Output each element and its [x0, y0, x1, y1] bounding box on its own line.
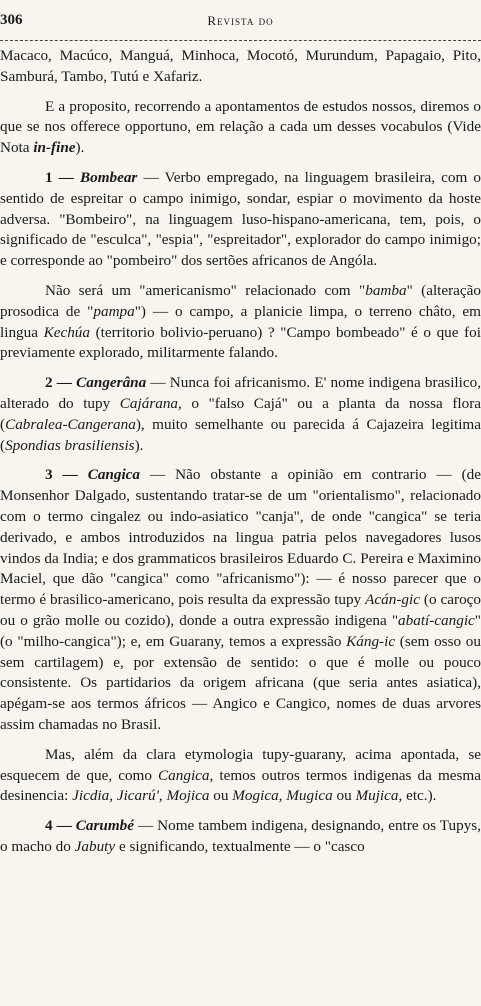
styled-run: Káng-ic: [346, 632, 396, 650]
styled-run: Jabuty: [74, 837, 116, 855]
text-run: , o "falso Cajá" ou a planta da nossa flora (: [0, 394, 481, 433]
text-run: , temos outros termos indigenas da mesma desinencia:: [0, 766, 481, 805]
text-run: ou: [209, 787, 233, 805]
paragraph-word-list: [0, 46, 481, 88]
entry-cangerana: [0, 373, 481, 456]
text-run: " (alteração prosodica de ": [0, 281, 481, 320]
styled-run: 3 —: [45, 466, 88, 484]
paragraph-bamba: [0, 281, 481, 364]
styled-run: Cangica: [87, 466, 141, 484]
styled-run: pampa: [93, 302, 135, 320]
styled-run: Cangica: [158, 766, 210, 784]
entry-bombear: [0, 168, 481, 272]
text-run: e significando, textualmente — o "casco: [115, 837, 365, 855]
text-run: ou: [332, 787, 356, 805]
entry-cangica: [0, 465, 481, 735]
styled-run: Cajárana: [119, 394, 179, 412]
text-run: (sem osso ou sem cartilagem) e, por extensão de sentido: o que é molle ou pouco consistente. Os partidarios da origem africana (que seria antes asiatica), apégam-se aos termos áfricos — Angico e Cangico, nomes de duas arvores assim chamadas no Brasil.: [0, 632, 481, 733]
header-rule: [0, 40, 481, 41]
paragraph-intro: [0, 97, 481, 159]
paragraph-etymology: [0, 745, 481, 807]
text-run: (territorio bolivio-peruano) ? "Campo bombeado" é o que foi previamente explorado, militarmente falando.: [0, 323, 481, 362]
text-run: — Verbo empregado, na linguagem brasileira, com o sentido de espreitar o campo inimigo, sondar, espiar o movimento da hoste adversa. "Bombeiro", na linguagem luso-hispano-americana, tem, pois, o significado de "esculca", "espia", "espreitador", explorador do campo inimigo; e corresponde ao "pombeiro" dos sertões africanos de Angóla.: [0, 168, 481, 270]
styled-run: 2 —: [45, 374, 77, 392]
text-run: , etc.).: [398, 787, 437, 805]
styled-run: Spondias brasiliensis: [5, 436, 135, 454]
styled-run: Kechúa: [43, 323, 90, 341]
text-run: Mas, além da clara etymologia tupy-guarany, acima apontada, se esquecem de que, como: [0, 745, 481, 784]
styled-run: Mogica, Mugica: [232, 787, 333, 805]
text-run: Não será um "americanismo" relacionado com ": [45, 281, 366, 299]
styled-run: Cabralea-Cangerana: [5, 415, 136, 433]
entry-carumbe: [0, 816, 481, 858]
styled-run: in-fine: [33, 139, 76, 157]
styled-run: Cangerâna: [76, 374, 147, 392]
text-run: ") — o campo, a planicie limpa, o terreno châto, em lingua: [0, 302, 481, 341]
styled-run: 4 —: [45, 817, 76, 835]
styled-run: Carumbé: [75, 817, 134, 835]
text-run: (o caroço ou o grão molle ou cozido), donde a outra expressão indigena ": [0, 591, 481, 629]
text-run: ), muito semelhante ou parecida á Cajazeira legitima (: [0, 415, 481, 454]
styled-run: 1 —: [45, 168, 80, 186]
styled-run: Bombear: [79, 168, 138, 186]
page-number: 306: [0, 12, 23, 28]
text-run: — Nome tambem indigena, designando, entre os Tupys, o macho do: [0, 817, 481, 855]
text-run: ).: [134, 436, 144, 454]
running-head: Revista do: [207, 13, 274, 28]
text-run: ).: [75, 139, 85, 157]
text-run: Macaco, Macúco, Manguá, Minhoca, Mocotó, Murundum, Papagaio, Pito, Samburá, Tambo, Tutú e Xafariz.: [0, 47, 481, 85]
page-header: [0, 4, 481, 38]
styled-run: Mujica: [355, 787, 399, 805]
styled-run: abatí-cangic: [398, 611, 475, 629]
text-run: — Nunca foi africanismo. E' nome indigena brasilico, alterado do tupy: [0, 374, 481, 412]
body-text: [0, 46, 481, 858]
text-run: — Não obstante a opinião em contrario — (de Monsenhor Dalgado, sustentando tratar-se de um "orientalismo", relacionado com o termo cingalez ou indo-asiatico "canja", de onde "cangica" se teria derivado, e ambos introduzidos na lingua patria pelos navegadores lusos vindos da India; e dos grammaticos brasileiros Eduardo C. Pereira e Maximino Maciel, que dão "cangica" como "africanismo"): — é nosso parecer que o termo é brasilico-americano, pois resulta da expressão tupy: [0, 466, 481, 609]
styled-run: Acán-gic: [365, 591, 420, 609]
text-run: E a proposito, recorrendo a apontamentos de estudos nossos, diremos o que se nos offerece opportuno, em relação a cada um desses vocabulos (Vide Nota: [0, 97, 481, 157]
styled-run: Jicdia, Jicarú', Mojica: [72, 787, 210, 805]
text-run: " (o "milho-cangica"); e, em Guarany, temos a expressão: [0, 611, 481, 650]
styled-run: bamba: [365, 281, 407, 299]
